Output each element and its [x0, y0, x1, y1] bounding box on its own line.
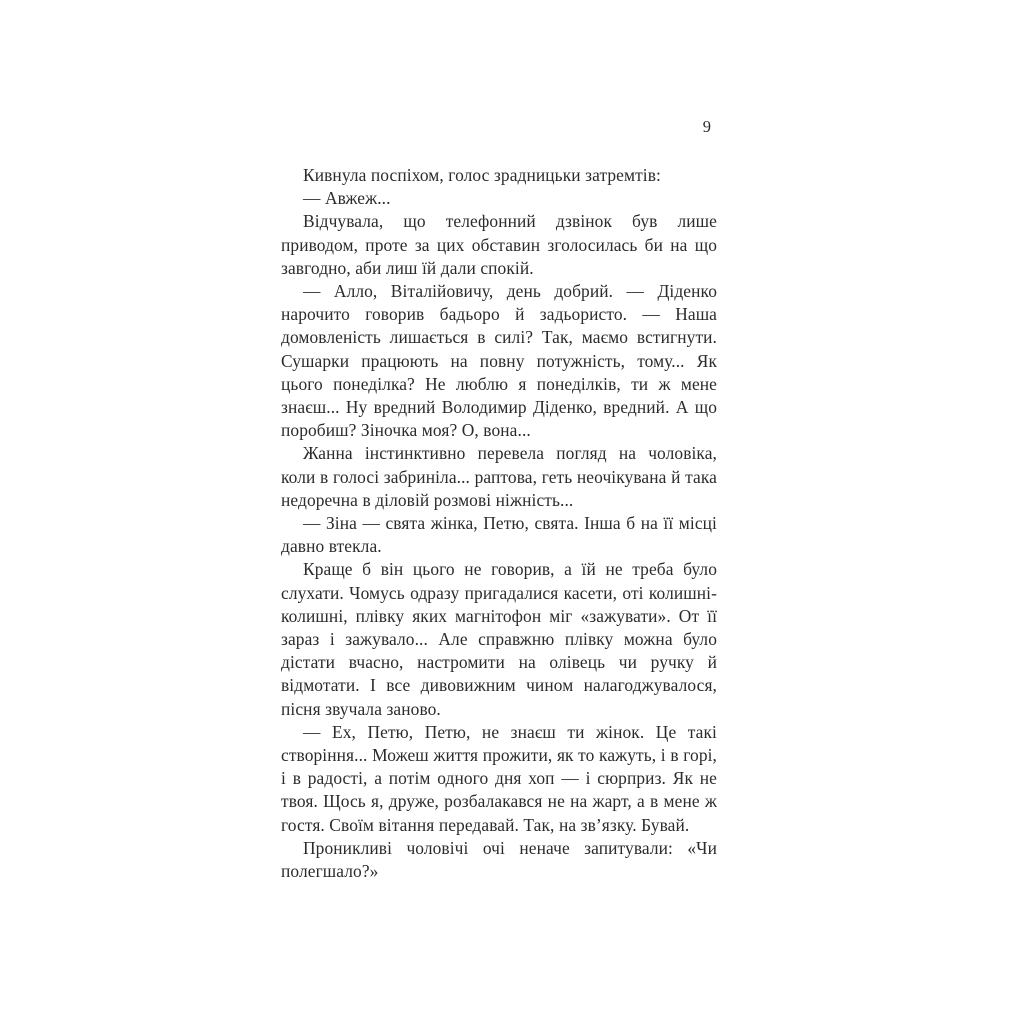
paragraph: — Ех, Петю, Петю, не знаєш ти жінок. Це такі створіння... Можеш життя прожити, як то кажуть, і в горі, і в радості, а потім одного дня хоп — і сюрприз. Як не твоя. Щось я, друже, розбалакався не на жарт, а в мене ж гостя. Своїм вітання передавай. Так, на зв’язку. Бувай. — [281, 721, 717, 835]
paragraph: — Зіна — свята жінка, Петю, свята. Інша б на її місці давно втекла. — [281, 513, 717, 557]
paragraph: Відчувала, що телефонний дзвінок був лише приводом, проте за цих обставин зголосилась би на що завгодно, аби лиш їй дали спокій. — [281, 211, 717, 278]
paragraph: — Алло, Віталійовичу, день добрий. — Діденко нарочито говорив бадьоро й задьористо. — Наша домовленість лишається в силі? Так, маємо встигнути. Сушарки працюють на повну потужність, тому... Як цього понеділка? Не люблю я понеділків, ти ж мене знаєш... Ну вредний Володимир Діденко, вредний. А що поробиш? Зіночка моя? О, вона... — [281, 281, 717, 441]
paragraph: Проникливі чоловічі очі неначе запитували: «Чи полегшало?» — [281, 837, 717, 882]
paragraph: Кивнула поспіхом, голос зрадницьки затремтів: — [303, 165, 661, 185]
paragraph: Краще б він цього не говорив, а їй не треба було слухати. Чомусь одразу пригадалися касети, оті колишні-колишні, плівку яких магнітофон міг «зажувати». От її зараз і зажувало... Але справжню плівку можна було дістати вчасно, настромити на олівець чи ручку й відмотати. І все дивовижним чином налагоджувалося, пісня звучала заново. — [281, 559, 717, 719]
paragraph: — Авжеж... — [303, 188, 391, 209]
paragraph: Жанна інстинктивно перевела погляд на чоловіка, коли в голосі забриніла... раптова, геть неочікувана й така недоречна в діловій розмові ніжність... — [281, 443, 717, 510]
text-block — [281, 164, 717, 883]
page-number: 9 — [702, 117, 711, 136]
